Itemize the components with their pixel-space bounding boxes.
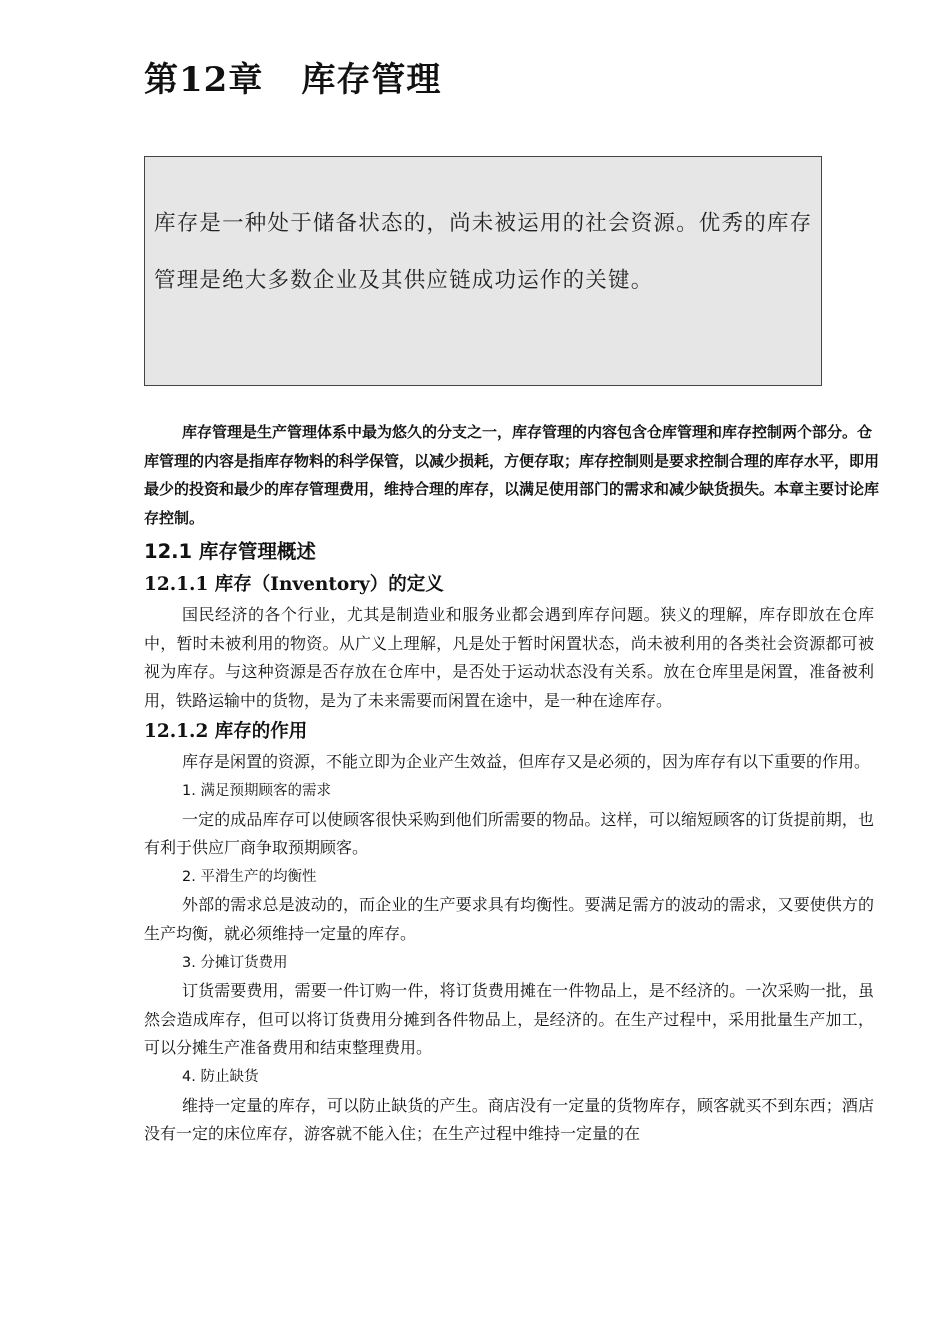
- chapter-abstract-text: 库存是一种处于储备状态的，尚未被运用的社会资源。优秀的库存管理是绝大多数企业及其供应链成功运作的关键。: [154, 211, 813, 293]
- subsection-heading-12-1-1: 12.1.1 库存（Inventory）的定义: [144, 574, 444, 595]
- list-item-paragraph: 维持一定量的库存，可以防止缺货的产生。商店没有一定量的货物库存，顾客就买不到东西；酒店没有一定的床位库存，游客就不能入住；在生产过程中维持一定量的在: [144, 1095, 874, 1144]
- section-heading-12-1: 12.1 库存管理概述: [144, 540, 316, 563]
- inventory-definition-paragraph: 国民经济的各个行业，尤其是制造业和服务业都会遇到库存问题。狭义的理解，库存即放在仓库中，暂时未被利用的物资。从广义上理解，凡是处于暂时闲置状态，尚未被利用的各类社会资源都可被视为库存。与这种资源是否存放在仓库中，是否处于运动状态没有关系。放在仓库里是闲置，准备被利用，铁路运输中的货物，是为了未来需要而闲置在途中，是一种在途库存。: [144, 605, 874, 710]
- chapter-number: 第12章: [144, 60, 264, 100]
- list-item-label: 4. 防止缺货: [182, 1068, 259, 1085]
- chapter-abstract-box: [144, 156, 822, 386]
- chapter-content: [144, 536, 874, 1149]
- chapter-title: [144, 52, 441, 101]
- chapter-name: 库存管理: [301, 60, 442, 100]
- list-item-label: 2. 平滑生产的均衡性: [182, 868, 317, 885]
- list-item-label: 3. 分摊订货费用: [182, 954, 288, 971]
- list-item-paragraph: 订货需要费用，需要一件订购一件，将订货费用摊在一件物品上，是不经济的。一次采购一批，虽然会造成库存，但可以将订货费用分摊到各件物品上，是经济的。在生产过程中，采用批量生产加工，可以分摊生产准备费用和结束整理费用。: [144, 981, 874, 1058]
- list-item-label: 1. 满足预期顾客的需求: [182, 782, 331, 799]
- list-item-paragraph: 外部的需求总是波动的，而企业的生产要求具有均衡性。要满足需方的波动的需求，又要使供方的生产均衡，就必须维持一定量的库存。: [144, 895, 874, 943]
- list-item-paragraph: 一定的成品库存可以使顾客很快采购到他们所需要的物品。这样，可以缩短顾客的订货提前期，也有利于供应厂商争取预期顾客。: [144, 809, 874, 858]
- subsection-heading-12-1-2: 12.1.2 库存的作用: [144, 721, 308, 743]
- inventory-role-paragraph: 库存是闲置的资源，不能立即为企业产生效益，但库存又是必须的，因为库存有以下重要的作用。: [182, 752, 871, 772]
- chapter-intro-paragraph: 库存管理是生产管理体系中最为悠久的分支之一，库存管理的内容包含仓库管理和库存控制两个部分。仓库管理的内容是指库存物料的科学保管，以减少损耗，方便存取；库存控制则是要求控制合理的库存水平，即用最少的投资和最少的库存管理费用，维持合理的库存，以满足使用部门的需求和减少缺货损失。本章主要讨论库存控制。: [144, 423, 880, 527]
